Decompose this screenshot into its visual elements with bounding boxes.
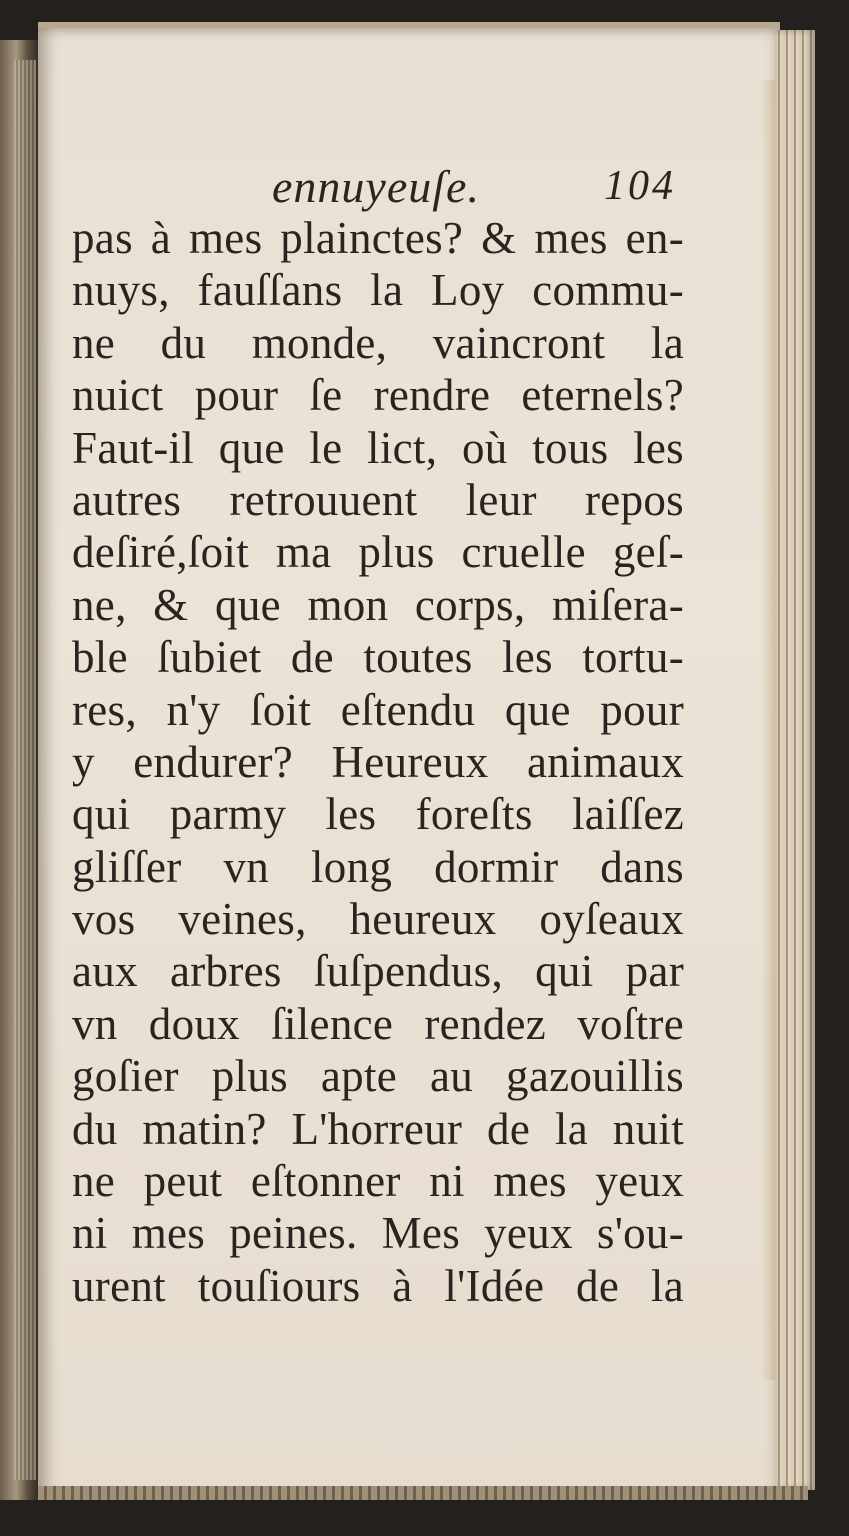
text-line: aux arbres ſuſpendus, qui par (72, 946, 684, 997)
text-line: qui parmy les foreſts laiſſez (72, 789, 684, 840)
page-number: 104 (604, 163, 676, 209)
text-line: ne, & que mon corps, miſera- (72, 579, 684, 630)
text-line: res, n'y ſoit eſtendu que pour (72, 684, 684, 735)
text-line: y endurer? Heureux animaux (72, 736, 684, 787)
page-header (272, 160, 692, 220)
text-line: goſier plus apte au gazouillis (72, 1051, 684, 1102)
running-head: ennuyeuſe. (272, 161, 480, 212)
facing-page-leaves (14, 60, 36, 1480)
text-line: pas à mes plainctes? & mes en- (72, 213, 684, 263)
text-line: gliſſer vn long dormir dans (72, 841, 684, 892)
text-line: urent touſiours à l'Idée de la (72, 1260, 684, 1311)
page-fore-edge (775, 30, 815, 1490)
text-line: Faut-il que le lict, où tous les (72, 422, 684, 473)
text-line: du matin? L'horreur de la nuit (72, 1103, 684, 1154)
text-line: deſiré,ſoit ma plus cruelle geſ- (72, 527, 684, 578)
text-line: autres retrouuent leur repos (72, 474, 684, 525)
text-block (72, 212, 684, 1312)
text-line: vos veines, heureux oyſeaux (72, 894, 684, 945)
text-line: ble ſubiet de toutes les tortu- (72, 632, 684, 683)
text-line: ni mes peines. Mes yeux s'ou- (72, 1208, 684, 1259)
text-line: ne du monde, vaincront la (72, 317, 684, 368)
text-line: ne peut eſtonner ni mes yeux (72, 1156, 684, 1207)
text-line: vn doux ſilence rendez voſtre (72, 998, 684, 1049)
text-line: nuict pour ſe rendre eternels? (72, 370, 684, 421)
text-line: nuys, fauſſans la Loy commu- (72, 265, 684, 316)
page-bottom-edge (38, 1486, 808, 1500)
